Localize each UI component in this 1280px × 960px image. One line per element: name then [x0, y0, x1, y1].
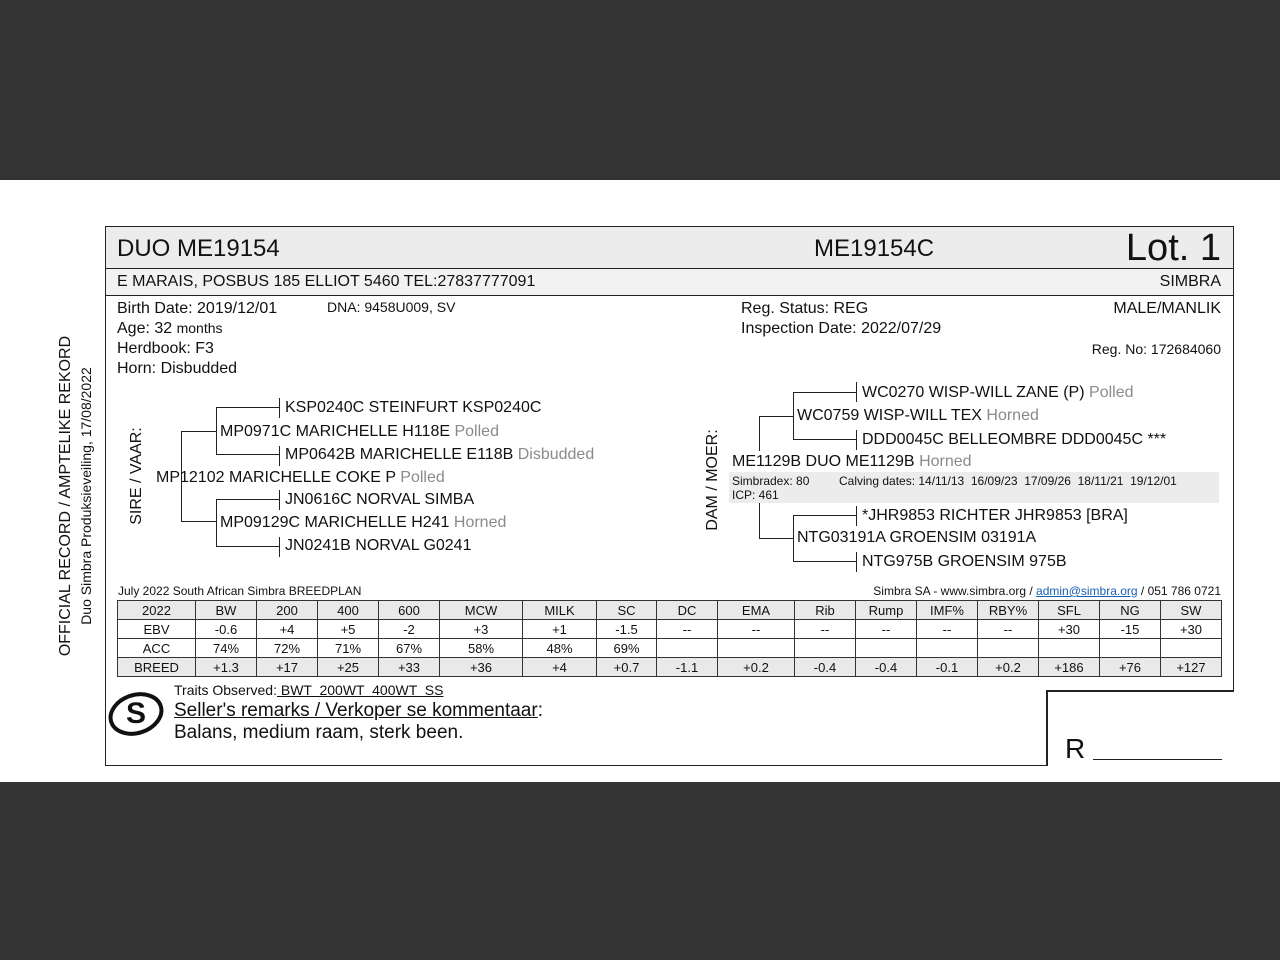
horn-tag: Polled: [400, 469, 445, 486]
table-cell: MCW: [440, 601, 523, 620]
sire-dam-sire: JN0616C NORVAL SIMBA: [285, 491, 475, 508]
reg-status: Reg. Status: REG: [741, 300, 869, 317]
remarks-text: Balans, medium raam, sterk been.: [174, 722, 464, 743]
sire-label: SIRE / VAAR:: [128, 427, 145, 525]
table-cell: [657, 639, 718, 658]
table-cell: 200: [257, 601, 318, 620]
sire-line: [279, 446, 280, 466]
dam-line: [793, 561, 856, 562]
table-cell: SW: [1161, 601, 1222, 620]
side-sale-name: Duo Simbra Produksieveiling, 17/08/2022: [78, 367, 94, 625]
table-cell: --: [978, 620, 1039, 639]
pedigree-name: WC0759 WISP-WILL TEX: [797, 407, 982, 424]
table-cell: --: [917, 620, 978, 639]
sex: MALE/MANLIK: [1113, 300, 1221, 317]
horn-tag: Horned: [453, 514, 507, 531]
table-cell: 48%: [523, 639, 597, 658]
table-row-breed: [118, 658, 1222, 677]
table-row-ebv: [118, 620, 1222, 639]
sire-main: [156, 469, 445, 487]
table-cell: 2022: [118, 601, 196, 620]
table-cell: 74%: [196, 639, 257, 658]
dam-line: [856, 382, 857, 402]
dam-line: [856, 506, 857, 526]
table-cell: --: [856, 620, 917, 639]
table-cell: -0.1: [917, 658, 978, 677]
table-cell: DC: [657, 601, 718, 620]
table-cell: [795, 639, 856, 658]
sire-sire-of-sire: [220, 423, 499, 441]
simbra-logo-icon: [106, 690, 168, 736]
traits-observed: [174, 682, 443, 698]
dam-line: [759, 416, 793, 417]
pedigree-name: MP0642B MARICHELLE E118B: [285, 446, 514, 463]
table-cell: Rib: [795, 601, 856, 620]
table-cell: +0.2: [718, 658, 795, 677]
contact-suffix: / 051 786 0721: [1137, 584, 1221, 598]
table-cell: SC: [597, 601, 657, 620]
table-cell: +30: [1039, 620, 1100, 639]
sire-dam: [220, 514, 506, 532]
card-divider: [1046, 690, 1048, 766]
contact-prefix: Simbra SA - www.simbra.org /: [873, 584, 1037, 598]
table-cell: [1161, 639, 1222, 658]
age: [117, 320, 223, 338]
table-cell: 72%: [257, 639, 318, 658]
table-cell: -1.1: [657, 658, 718, 677]
dam-dam: NTG03191A GROENSIM 03191A: [797, 529, 1037, 546]
table-cell: -0.4: [856, 658, 917, 677]
table-cell: EMA: [718, 601, 795, 620]
table-cell: +5: [318, 620, 379, 639]
table-cell: --: [795, 620, 856, 639]
ebv-table: [117, 600, 1222, 677]
table-cell: MILK: [523, 601, 597, 620]
table-cell: +127: [1161, 658, 1222, 677]
dam-dam-dam: NTG975B GROENSIM 975B: [862, 553, 1067, 570]
sire-line: [216, 407, 279, 408]
horn-status: Horn: Disbudded: [117, 360, 238, 377]
pedigree-name: ME1129B DUO ME1129B: [732, 453, 915, 470]
price-line[interactable]: [1093, 759, 1222, 760]
icp: ICP: 461: [732, 488, 779, 502]
dam-line: [793, 439, 856, 440]
table-cell: 71%: [318, 639, 379, 658]
table-cell: --: [718, 620, 795, 639]
table-cell: EBV: [118, 620, 196, 639]
sire-sire: KSP0240C STEINFURT KSP0240C: [285, 399, 542, 416]
table-cell: BW: [196, 601, 257, 620]
table-cell: ACC: [118, 639, 196, 658]
dam-line: [856, 430, 857, 450]
horn-tag: Polled: [454, 423, 499, 440]
table-cell: +1: [523, 620, 597, 639]
dam-line: [856, 552, 857, 572]
table-cell: Rump: [856, 601, 917, 620]
table-cell: [917, 639, 978, 658]
table-cell: [1039, 639, 1100, 658]
horn-tag: Polled: [1089, 384, 1134, 401]
card-divider: [1046, 690, 1234, 692]
traits-label: Traits Observed:: [174, 682, 277, 698]
breed-name: SIMBRA: [1159, 273, 1221, 290]
table-cell: -15: [1100, 620, 1161, 639]
animal-id: ME19154C: [814, 235, 935, 262]
table-cell: +36: [440, 658, 523, 677]
table-cell: 400: [318, 601, 379, 620]
dam-sire-sire: [862, 384, 1134, 402]
inspection-date: Inspection Date: 2022/07/29: [741, 320, 942, 337]
owner-bar: [106, 269, 1233, 296]
table-cell: +30: [1161, 620, 1222, 639]
dam-line: [759, 503, 760, 539]
dam-line: [759, 538, 793, 539]
birth-date: Birth Date: 2019/12/01: [117, 300, 278, 317]
table-cell: +17: [257, 658, 318, 677]
breedplan-title: July 2022 South African Simbra BREEDPLAN: [118, 584, 362, 598]
side-official-record: OFFICIAL RECORD / AMPTELIKE REKORD: [57, 335, 74, 657]
dam-label: DAM / MOER:: [704, 429, 721, 531]
sire-line: [279, 537, 280, 557]
simbradex: Simbradex: 80: [732, 474, 810, 488]
pedigree-name: WC0270 WISP-WILL ZANE (P): [862, 384, 1085, 401]
sire-line: [216, 454, 279, 455]
table-cell: BREED: [118, 658, 196, 677]
owner-address: E MARAIS, POSBUS 185 ELLIOT 5460 TEL:27837777091: [117, 273, 536, 290]
card-header: [106, 227, 1233, 269]
table-header-row: [118, 601, 1222, 620]
age-value: Age: 32: [117, 320, 173, 337]
table-cell: -0.6: [196, 620, 257, 639]
calving-dates: Calving dates: 14/11/13 16/09/23 17/09/26 18/11/21 19/12/01: [839, 474, 1177, 488]
table-cell: [718, 639, 795, 658]
sire-line: [279, 398, 280, 418]
table-cell: NG: [1100, 601, 1161, 620]
sire-line: [216, 407, 217, 455]
dam-sire: [797, 407, 1039, 425]
herdbook: Herdbook: F3: [117, 340, 214, 357]
breedplan-contact: [873, 584, 1221, 598]
table-cell: [978, 639, 1039, 658]
sire-line: [216, 546, 279, 547]
table-cell: -1.5: [597, 620, 657, 639]
table-cell: -2: [379, 620, 440, 639]
dam-line: [759, 416, 760, 451]
table-cell: 69%: [597, 639, 657, 658]
table-cell: SFL: [1039, 601, 1100, 620]
pedigree-name: MP09129C MARICHELLE H241: [220, 514, 450, 531]
table-cell: +0.2: [978, 658, 1039, 677]
age-unit: months: [176, 320, 223, 336]
lot-number: Lot. 1: [1125, 227, 1221, 269]
pedigree-name: MP12102 MARICHELLE COKE P: [156, 469, 396, 486]
table-cell: +186: [1039, 658, 1100, 677]
table-cell: [856, 639, 917, 658]
sire-line: [279, 490, 280, 510]
table-cell: +76: [1100, 658, 1161, 677]
horn-tag: Disbudded: [517, 446, 595, 463]
email-link[interactable]: admin@simbra.org: [1036, 584, 1138, 598]
dam-line: [793, 515, 794, 562]
traits-value: BWT 200WT 400WT SS: [276, 682, 444, 698]
table-cell: +1.3: [196, 658, 257, 677]
table-cell: [1100, 639, 1161, 658]
table-cell: -0.4: [795, 658, 856, 677]
table-cell: 58%: [440, 639, 523, 658]
table-cell: +0.7: [597, 658, 657, 677]
dam-line: [793, 392, 856, 393]
dam-line: [793, 515, 856, 516]
logo-letter: S: [125, 697, 147, 730]
horn-tag: Horned: [919, 453, 972, 470]
dam-line: [793, 392, 794, 440]
dna: DNA: 9458U009, SV: [327, 299, 456, 315]
remarks-heading: [174, 700, 543, 722]
sire-dam-of-sire: [285, 446, 594, 464]
table-cell: RBY%: [978, 601, 1039, 620]
table-cell: IMF%: [917, 601, 978, 620]
sire-dam-dam: JN0241B NORVAL G0241: [285, 537, 472, 554]
sire-line: [216, 499, 217, 547]
table-cell: 67%: [379, 639, 440, 658]
table-cell: 600: [379, 601, 440, 620]
pedigree-name: MP0971C MARICHELLE H118E: [220, 423, 451, 440]
animal-name: DUO ME19154: [117, 235, 280, 262]
table-cell: +33: [379, 658, 440, 677]
sire-line: [181, 521, 216, 522]
price-r-label: R: [1065, 733, 1086, 764]
table-cell: +3: [440, 620, 523, 639]
table-cell: +25: [318, 658, 379, 677]
remarks-colon: :: [537, 700, 543, 721]
dam-sire-dam: DDD0045C BELLEOMBRE DDD0045C ***: [862, 431, 1167, 448]
reg-number: Reg. No: 172684060: [1091, 341, 1221, 357]
horn-tag: Horned: [986, 407, 1039, 424]
table-cell: +4: [523, 658, 597, 677]
table-cell: +4: [257, 620, 318, 639]
sire-line: [181, 431, 216, 432]
table-row-acc: [118, 639, 1222, 658]
remarks-heading-text: Seller's remarks / Verkoper se kommentaar: [174, 700, 538, 721]
dam-dam-sire: *JHR9853 RICHTER JHR9853 [BRA]: [862, 507, 1128, 524]
table-cell: --: [657, 620, 718, 639]
sire-line: [216, 499, 279, 500]
dam-main: [732, 453, 972, 471]
